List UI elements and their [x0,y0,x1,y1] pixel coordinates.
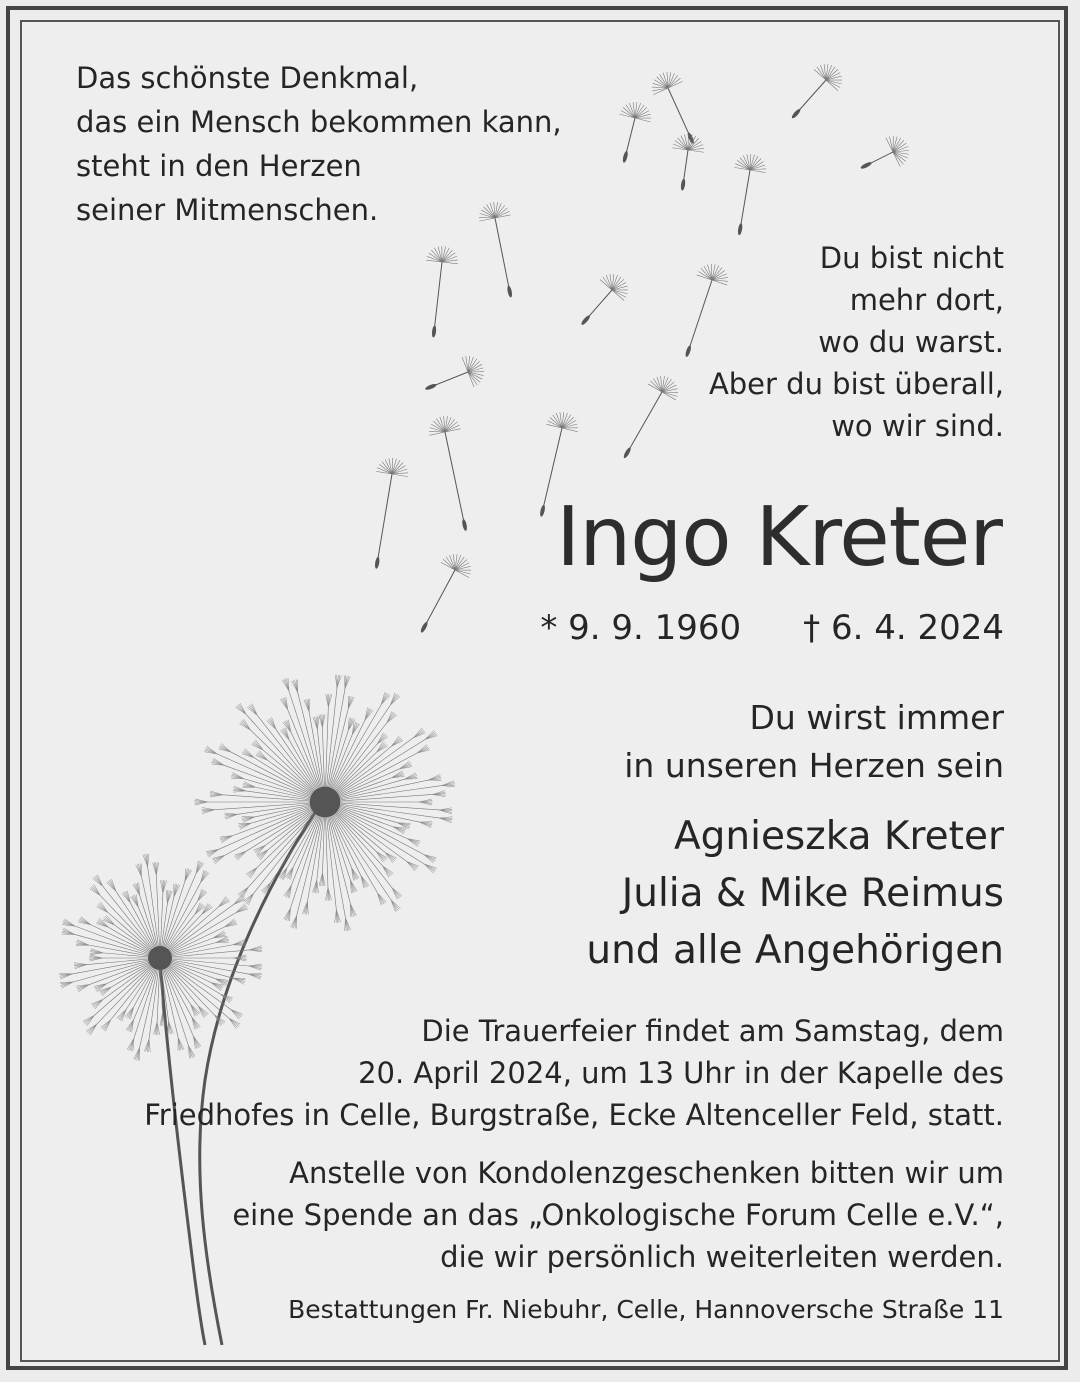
dandelion-seed [580,274,628,326]
quote-left-line: Das schönste Denkmal, [76,61,419,95]
remembrance-line: in unseren Herzen sein [624,746,1004,785]
dandelion-seed [619,102,651,163]
dandelion-seed [791,64,842,119]
undertaker-info: Bestattungen Fr. Niebuhr, Celle, Hannoversche Straße 11 [288,1295,1004,1324]
funeral-line: Die Trauerfeier findet am Samstag, dem [421,1014,1004,1048]
life-dates [540,606,1004,650]
mourner-name: Julia & Mike Reimus [621,871,1004,916]
donation-line: die wir persönlich weiterleiten werden. [440,1240,1004,1274]
funeral-line: Friedhofes in Celle, Burgstraße, Ecke Altenceller Feld, statt. [144,1098,1004,1132]
quote-right-line: wo wir sind. [831,409,1004,443]
quote-right-line: wo du warst. [818,325,1004,359]
deceased-name: Ingo Kreter [556,490,1002,585]
quote-right-line: Du bist nicht [819,241,1004,275]
dandelion-head [194,675,454,931]
dandelion-seed [420,554,471,633]
dandelion-seed [429,416,468,531]
quote-left-line: steht in den Herzen [76,149,362,183]
mourner-name: und alle Angehörigen [586,928,1004,973]
mourner-name: Agnieszka Kreter [673,814,1004,859]
donation-request [232,1152,1004,1278]
funeral-line: 20. April 2024, um 13 Uhr in der Kapelle des [358,1056,1004,1090]
quote-left [76,56,562,232]
funeral-details [144,1010,1004,1136]
dandelion-seed [374,458,408,569]
quote-right [709,237,1004,447]
dandelion-seed [734,154,766,235]
mourners-list [586,808,1004,979]
dandelion-seed [623,376,678,459]
quote-right-line: mehr dort, [849,283,1004,317]
dandelion-seed [425,356,484,391]
quote-left-line: das ein Mensch bekommen kann, [76,105,562,139]
remembrance-text [624,694,1004,790]
birth-date: * 9. 9. 1960 [540,608,742,648]
remembrance-line: Du wirst immer [749,698,1004,737]
dandelion-seed [426,246,458,338]
dandelion-seed [860,136,909,170]
dandelion-seed [652,72,695,144]
donation-line: eine Spende an das „Onkologische Forum Celle e.V.“, [232,1198,1004,1232]
quote-right-line: Aber du bist überall, [708,367,1004,401]
quote-left-line: seiner Mitmenschen. [76,193,379,227]
death-date: † 6. 4. 2024 [803,608,1004,648]
donation-line: Anstelle von Kondolenzgeschenken bitten wir um [289,1156,1004,1190]
dandelion-seed [672,134,704,191]
